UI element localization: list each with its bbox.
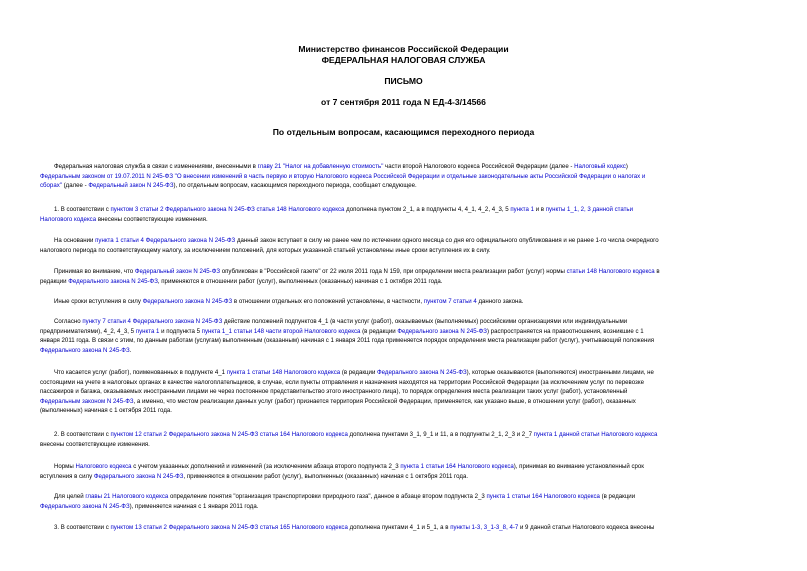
legal-reference-link[interactable]: пункту 7 статьи 4 Федерального закона N 245-ФЗ: [82, 318, 223, 325]
text-segment: Нормы: [54, 463, 76, 470]
text-segment: и в: [534, 206, 546, 213]
legal-reference-link[interactable]: пунктом 3 статьи 2 Федерального закона N 245-ФЗ статья 148 Налогового кодекса: [110, 206, 345, 213]
document-type: ПИСЬМО: [384, 76, 423, 86]
paragraph: [40, 317, 769, 355]
legal-reference-link[interactable]: пункта 1: [135, 327, 160, 335]
paragraph-line: [40, 368, 769, 378]
paragraph-line: [40, 267, 769, 277]
legal-reference-link[interactable]: Федеральным законом N 245-ФЗ: [40, 397, 134, 405]
paragraph-line: [40, 215, 769, 225]
paragraph: [40, 205, 769, 224]
text-segment: внесены соответствующие изменения.: [40, 440, 150, 448]
paragraph-line: [40, 346, 769, 356]
text-segment: Для целей: [54, 493, 86, 500]
paragraph: [40, 462, 769, 481]
legal-reference-link[interactable]: пункта 1: [510, 206, 534, 213]
legal-reference-link[interactable]: Федерального закона N 245-ФЗ: [377, 369, 467, 376]
paragraph-line: [40, 492, 769, 502]
paragraph-line: [40, 406, 769, 416]
legal-reference-link[interactable]: пунктом 7 статьи 4: [423, 298, 477, 305]
text-segment: определение понятия "организация транспортировки природного газа", данное в абзаце втором подпункта 2_3: [168, 493, 487, 500]
text-segment: дополнена пунктами 4_1 и 5_1, а в: [347, 524, 451, 531]
legal-reference-link[interactable]: пункты 1_1, 2, 3 данной статьи: [545, 206, 634, 213]
text-segment: На основании: [54, 237, 96, 244]
paragraph-line: [40, 523, 769, 533]
paragraph: [40, 368, 769, 416]
text-segment: данного закона.: [476, 298, 524, 305]
paragraph-line: [40, 336, 769, 346]
paragraph-line: [40, 502, 769, 512]
paragraph: [40, 236, 769, 255]
legal-reference-link[interactable]: Федеральный закон N 245-ФЗ: [134, 268, 221, 275]
paragraph-line: [40, 236, 769, 246]
paragraph-line: [40, 378, 769, 388]
text-segment: вступления в силу: [40, 472, 94, 480]
paragraph: [40, 523, 769, 533]
paragraph-line: [40, 440, 769, 450]
paragraph-line: [40, 181, 769, 191]
paragraph-line: [40, 297, 769, 307]
legal-reference-link[interactable]: пунктом 13 статьи 2 Федерального закона N 245-ФЗ: [110, 524, 259, 531]
legal-reference-link[interactable]: Налогового кодекса: [75, 463, 132, 470]
text-segment: налогового периода по соответствующему налогу, за исключением положений, для которых указанной статьей установлены иные сроки вступления их в силу.: [40, 246, 491, 254]
text-segment: , а именно, что местом реализации данных услуг (работ) признается территория Российской Федерации, применяется, как указано выше, в отношении услуг (работ), оказанных: [133, 397, 636, 405]
text-segment: Согласно: [54, 318, 83, 325]
legal-reference-link[interactable]: Федерального закона N 245-ФЗ: [40, 346, 130, 354]
text-segment: внесены соответствующие изменения.: [96, 215, 208, 223]
paragraph-line: [40, 317, 769, 327]
legal-reference-link[interactable]: главы 21 Налогового кодекса: [85, 493, 169, 500]
text-segment: ) распространяется на правоотношения, возникшие с 1: [486, 327, 644, 335]
text-segment: Федеральная налоговая служба в связи с изменениями, внесенными в: [54, 163, 258, 170]
text-segment: редакции: [40, 277, 69, 285]
legal-reference-link[interactable]: Федерального закона N 245-ФЗ: [93, 472, 184, 480]
paragraph: [40, 162, 769, 191]
paragraph: [40, 297, 769, 307]
text-segment: ), по отдельным вопросам, касающимся переходного периода, сообщает следующее.: [173, 182, 417, 189]
text-segment: января 2011 года. В связи с этим, по данным работам (услугам) выполненным (оказанным) начиная с 1 января 2011 года применяется порядок определения места реализации работ (услуг), учитывающий положения: [40, 337, 655, 344]
legal-reference-link[interactable]: пунктом 12 статьи 2 Федерального закона N 245-ФЗ статья 164 Налогового кодекса: [110, 431, 348, 438]
paragraph-line: [40, 162, 769, 172]
text-segment: (в редакции: [360, 327, 398, 335]
text-segment: дополнена пунктом 2_1, а в подпункты 4, 4_1, 4_2, 4_3, 5: [344, 206, 511, 213]
text-segment: 1. В соответствии с: [54, 206, 111, 213]
text-segment: в отношении отдельных его положений установлены, в частности,: [232, 298, 424, 305]
document-subject: По отдельным вопросам, касающимся переходного периода: [272, 127, 535, 137]
legal-reference-link[interactable]: Федеральным законом от 19.07.2011 N 245-ФЗ "О внесении изменений в часть первую и вторую Налогового кодекса Российской Федерации и отдельные законодательные акты Российской Федерации о налогах и: [40, 172, 646, 180]
text-segment: (в редакции: [340, 369, 378, 376]
text-segment: Что касается услуг (работ), поименованных в подпункте 4_1: [54, 369, 227, 376]
text-segment: ), принимая во внимание установленный срок: [513, 463, 644, 470]
text-segment: с учетом указанных дополнений и изменений (за исключением абзаца второго подпункта 2_3: [131, 463, 401, 470]
ministry-title: Министерство финансов Российской Федерации: [298, 44, 509, 54]
text-segment: опубликован в "Российской газете" от 22 июля 2011 года N 159, при определении места реализации работ (услуг) нормы: [220, 268, 567, 275]
text-segment: (в редакции: [599, 493, 636, 500]
service-title: ФЕДЕРАЛЬНАЯ НАЛОГОВАЯ СЛУЖБА: [321, 55, 486, 65]
paragraph-line: [40, 327, 769, 337]
legal-reference-link[interactable]: статьи 148 Налогового кодекса: [566, 268, 655, 275]
text-segment: действие положений подпунктов 4_1 (в части услуг (работ), оказываемых (выполняемых) российскими организациями или индивидуальными: [222, 318, 628, 325]
document-date-number: от 7 сентября 2011 года N ЕД-4-3/14566: [321, 97, 486, 107]
text-segment: в: [654, 268, 660, 275]
text-segment: данный закон вступает в силу не ранее чем по истечении одного месяца со дня его официального опубликования и не ранее 1-го числа очередного: [235, 237, 659, 244]
text-segment: Иные сроки вступления в силу: [54, 298, 143, 305]
text-segment: .: [129, 346, 132, 354]
text-segment: дополнена пунктами 3_1, 9_1 и 11, а в подпункты 2_1, 2_3 и 2_7: [347, 431, 534, 438]
legal-reference-link[interactable]: статья 165 Налогового кодекса: [259, 524, 348, 531]
legal-reference-link[interactable]: Федерального закона N 245-ФЗ: [397, 327, 487, 335]
paragraph-line: [40, 246, 769, 256]
paragraph: [40, 430, 769, 449]
text-segment: пассажиров и багажа, оказываемых иностранными лицами не через постоянное представительство этого иностранного лица), то порядок определения места реализации таких услуг (работ), установленный: [40, 388, 628, 395]
legal-reference-link[interactable]: сборах": [40, 182, 62, 189]
legal-reference-link[interactable]: Федерального закона N 245-ФЗ: [68, 277, 158, 285]
legal-reference-link[interactable]: пункта 1 статьи 164 Налогового кодекса: [400, 463, 514, 470]
paragraph-line: [40, 397, 769, 407]
text-segment: состоящими на учете в налоговых органах в качестве налогоплательщиков, в случае, если пункты отправления и назначения находятся на территории Российской Федерации (за исключением услуг по перевозке: [40, 378, 644, 386]
legal-reference-link[interactable]: пункты 1-3, 3_1-3_8, 4-7: [450, 524, 519, 531]
text-segment: части второй Налогового кодекса Российской Федерации (далее -: [383, 163, 575, 170]
paragraph: [40, 492, 769, 511]
paragraph-line: [40, 462, 769, 472]
legal-reference-link[interactable]: пункта 1_1 статьи 148 части второй Налогового кодекса: [201, 327, 361, 335]
legal-reference-link[interactable]: пункта 1 статьи 148 Налогового кодекса: [226, 369, 341, 376]
paragraph-line: [40, 205, 769, 215]
text-segment: , применяются в отношении работ (услуг), выполненных (оказанных) начиная с 1 октября 2011 года.: [157, 277, 443, 285]
paragraph-line: [40, 277, 769, 287]
text-segment: предпринимателями), 4_2, 4_3, 5: [40, 327, 136, 335]
paragraph-line: [40, 430, 769, 440]
paragraph-line: [40, 172, 769, 182]
text-segment: и 9 данной статьи Налогового кодекса внесены: [518, 524, 655, 531]
paragraph: [40, 267, 769, 286]
text-segment: ), которые оказываются (выполняются) иностранными лицами, не: [466, 369, 654, 376]
text-segment: ), применяется начиная с 1 января 2011 года.: [129, 502, 259, 510]
text-segment: и подпункта 5: [159, 327, 202, 335]
text-segment: 3. В соответствии с: [54, 524, 111, 531]
text-segment: , применяются в отношении работ (услуг), выполненных (оказанных) начиная с 1 октября 2011 года.: [183, 472, 469, 480]
paragraph-line: [40, 387, 769, 397]
legal-reference-link[interactable]: Федеральный закон N 245-ФЗ: [88, 182, 174, 189]
text-segment: (выполненных) начиная с 1 октября 2011 года.: [40, 407, 172, 414]
paragraph-line: [40, 472, 769, 482]
legal-reference-link[interactable]: Налогового кодекса: [40, 215, 97, 223]
legal-reference-link[interactable]: пункта 1 данной статьи Налогового кодекса: [533, 431, 658, 438]
text-segment: 2. В соответствии с: [54, 431, 111, 438]
text-segment: Принимая во внимание, что: [54, 268, 135, 275]
text-segment: ): [625, 163, 628, 170]
legal-reference-link[interactable]: Налоговый кодекс: [574, 163, 626, 170]
legal-reference-link[interactable]: главу 21 "Налог на добавленную стоимость": [257, 163, 384, 170]
legal-reference-link[interactable]: пункта 1 статьи 164 Налогового кодекса: [486, 493, 600, 500]
legal-reference-link[interactable]: пункта 1 статьи 4 Федерального закона N 245-ФЗ: [95, 237, 236, 244]
text-segment: (далее -: [61, 182, 89, 189]
legal-reference-link[interactable]: Федерального закона N 245-ФЗ: [142, 298, 233, 305]
legal-reference-link[interactable]: Федерального закона N 245-ФЗ: [40, 502, 130, 510]
